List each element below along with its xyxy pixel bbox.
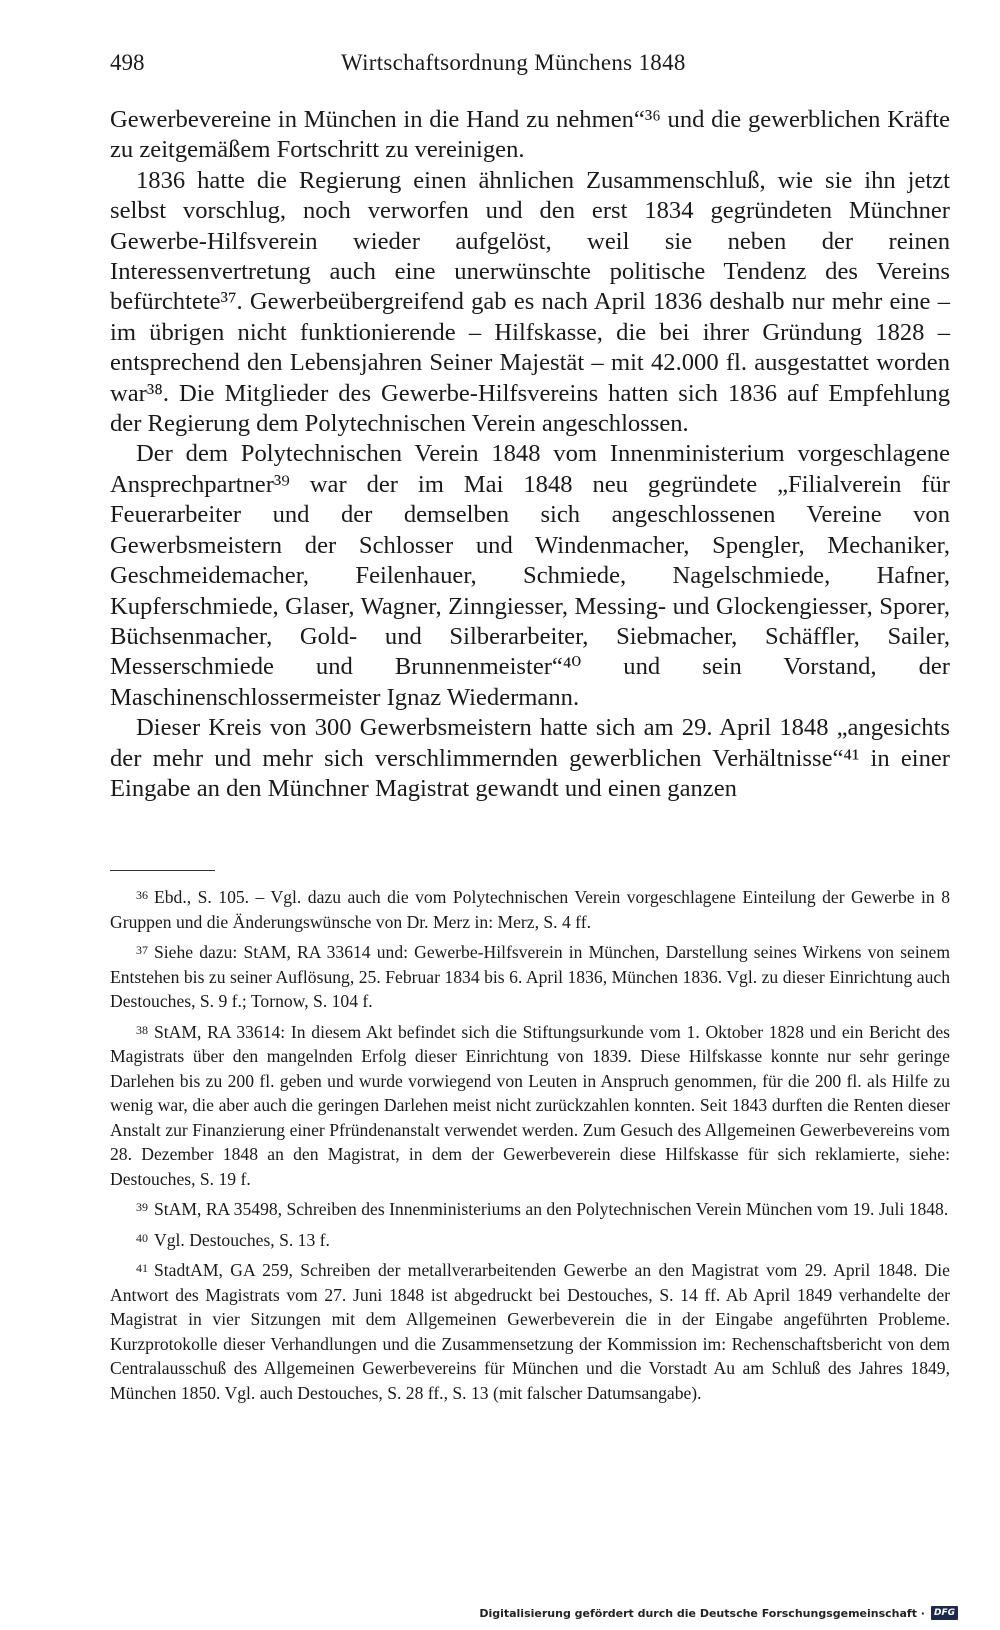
paragraph: 1836 hatte die Regierung einen ähnlichen Zusammenschluß, wie sie ihn jetzt selbst vorschlug, noch verworfen und den erst 1834 gegründeten Münchner Gewerbe-Hilfsverein wieder aufgelöst, weil sie neben der reinen Interessenvertretung auch eine unerwünschte politische Tendenz des Vereins befürchtete³⁷. Gewerbeübergreifend gab es nach April 1836 deshalb nur mehr eine – im übrigen nicht funktionierende – Hilfskasse, die bei ihrer Gründung 1828 – entsprechend den Lebensjahren Seiner Majestät – mit 42.000 fl. ausgestattet worden war³⁸. Die Mitglieder des Gewerbe-Hilfsvereins hatten sich 1836 auf Empfehlung der Regierung dem Polytechnischen Verein angeschlossen. — [110, 166, 950, 438]
footnote-text: Siehe dazu: StAM, RA 33614 und: Gewerbe-Hilfsverein in München, Darstellung seines Wirkens von seinem Entstehen bis zu seiner Auflösung, 25. Februar 1834 bis 6. April 1836, München 1836. Vgl. zu dieser Einrichtung auch Destouches, S. 9 f.; Tornow, S. 104 f. — [110, 942, 950, 1011]
body-text — [110, 105, 950, 804]
dfg-logo: DFG — [931, 1606, 958, 1620]
footnote — [110, 1195, 950, 1222]
footnote — [110, 1256, 950, 1405]
paragraph: Dieser Kreis von 300 Gewerbsmeistern hatte sich am 29. April 1848 „angesichts der mehr und mehr sich verschlimmernden gewerblichen Verhältnisse“⁴¹ in einer Eingabe an den Münchner Magistrat gewandt und einen ganzen — [110, 714, 950, 802]
footnote-number: 37 — [136, 943, 148, 957]
footnote-text: Ebd., S. 105. – Vgl. dazu auch die vom Polytechnischen Verein vorgeschlagene Einteilung der Gewerbe in 8 Gruppen und die Änderungswünsche von Dr. Merz in: Merz, S. 4 ff. — [110, 887, 950, 932]
page-header — [110, 50, 950, 84]
footnote-number: 40 — [136, 1230, 148, 1245]
footnote-number: 38 — [136, 1022, 148, 1037]
footnote-divider — [110, 870, 215, 871]
footnotes — [110, 883, 950, 1409]
paragraph: Gewerbevereine in München in die Hand zu nehmen“³⁶ und die gewerblichen Kräfte zu zeitgemäßem Fortschritt zu vereinigen. — [110, 106, 950, 164]
footnote-number: 39 — [136, 1200, 148, 1214]
footnote-text: Vgl. Destouches, S. 13 f. — [154, 1229, 330, 1250]
footnote-text: StAM, RA 33614: In diesem Akt befindet sich die Stiftungsurkunde vom 1. Oktober 1828 und ein Bericht des Magistrats über den mangelnden Erfolg dieser Einrichtung von 1839. Diese Hilfskasse konnte nur sehr geringe Darlehen bis zu 200 fl. geben und wurde vorwiegend von Leuten in Anspruch genommen, für die 200 fl. als Hilfe zu wenig war, die aber auch die geringen Darlehen meist nicht zurückzahlen konnten. Seit 1843 durften die Renten dieser Anstalt zur Finanzierung einer Pfründenanstalt verwendet werden. Zum Gesuch des Allgemeinen Gewerbevereins vom 28. Dezember 1848 an den Magistrat, in dem der Gewerbeverein diese Hilfskasse für sich reklamierte, siehe: Destouches, S. 19 f. — [110, 1021, 950, 1189]
footnote — [110, 883, 950, 934]
footnote-number: 36 — [136, 888, 148, 902]
footnote-text: StAM, RA 35498, Schreiben des Innenministeriums an den Polytechnischen Verein München vom 19. Juli 1848. — [154, 1199, 949, 1219]
digitization-credit: Digitalisierung gefördert durch die Deutsche Forschungsgemeinschaft · — [479, 1606, 925, 1620]
running-title: Wirtschaftsordnung Münchens 1848 — [341, 50, 686, 75]
footnote-text: StadtAM, GA 259, Schreiben der metallverarbeitenden Gewerbe an den Magistrat vom 29. April 1848. Die Antwort des Magistrats vom 27. Juni 1848 ist abgedruckt bei Destouches, S. 14 ff. Ab April 1849 verhandelte der Magistrat in vier Sitzungen mit dem Allgemeinen Gewerbeverein die in der Eingabe angeführten Probleme. Kurzprotokolle dieser Verhandlungen und die Zusammensetzung der Kommission im: Rechenschaftsbericht von dem Centralausschuß des Allgemeinen Gewerbevereins für München und die Vorstadt Au am Schluß des Jahres 1849, München 1850. Vgl. auch Destouches, S. 28 ff., S. 13 (mit falscher Datumsangabe). — [110, 1260, 950, 1403]
page-number: 498 — [110, 50, 145, 75]
footnote — [110, 1018, 950, 1192]
digitization-footer — [479, 1604, 958, 1622]
footnote-number: 41 — [136, 1261, 148, 1275]
footnote — [110, 938, 950, 1014]
paragraph: Der dem Polytechnischen Verein 1848 vom Innenministerium vorgeschlagene Ansprechpartner³⁹ war der im Mai 1848 neu gegründete „Filialverein für Feuerarbeiter und der demselben sich angeschlossenen Vereine von Gewerbsmeistern der Schlosser und Windenmacher, Spengler, Mechaniker, Geschmeidemacher, Feilenhauer, Schmiede, Nagelschmiede, Hafner, Kupferschmiede, Glaser, Wagner, Zinngiesser, Messing- und Glockengiesser, Sporer, Büchsenmacher, Gold- und Silberarbeiter, Siebmacher, Schäffler, Sailer, Messerschmiede und Brunnenmeister“⁴⁰ und sein Vorstand, der Maschinenschlossermeister Ignaz Wiedermann. — [110, 440, 950, 711]
footnote — [110, 1226, 950, 1253]
